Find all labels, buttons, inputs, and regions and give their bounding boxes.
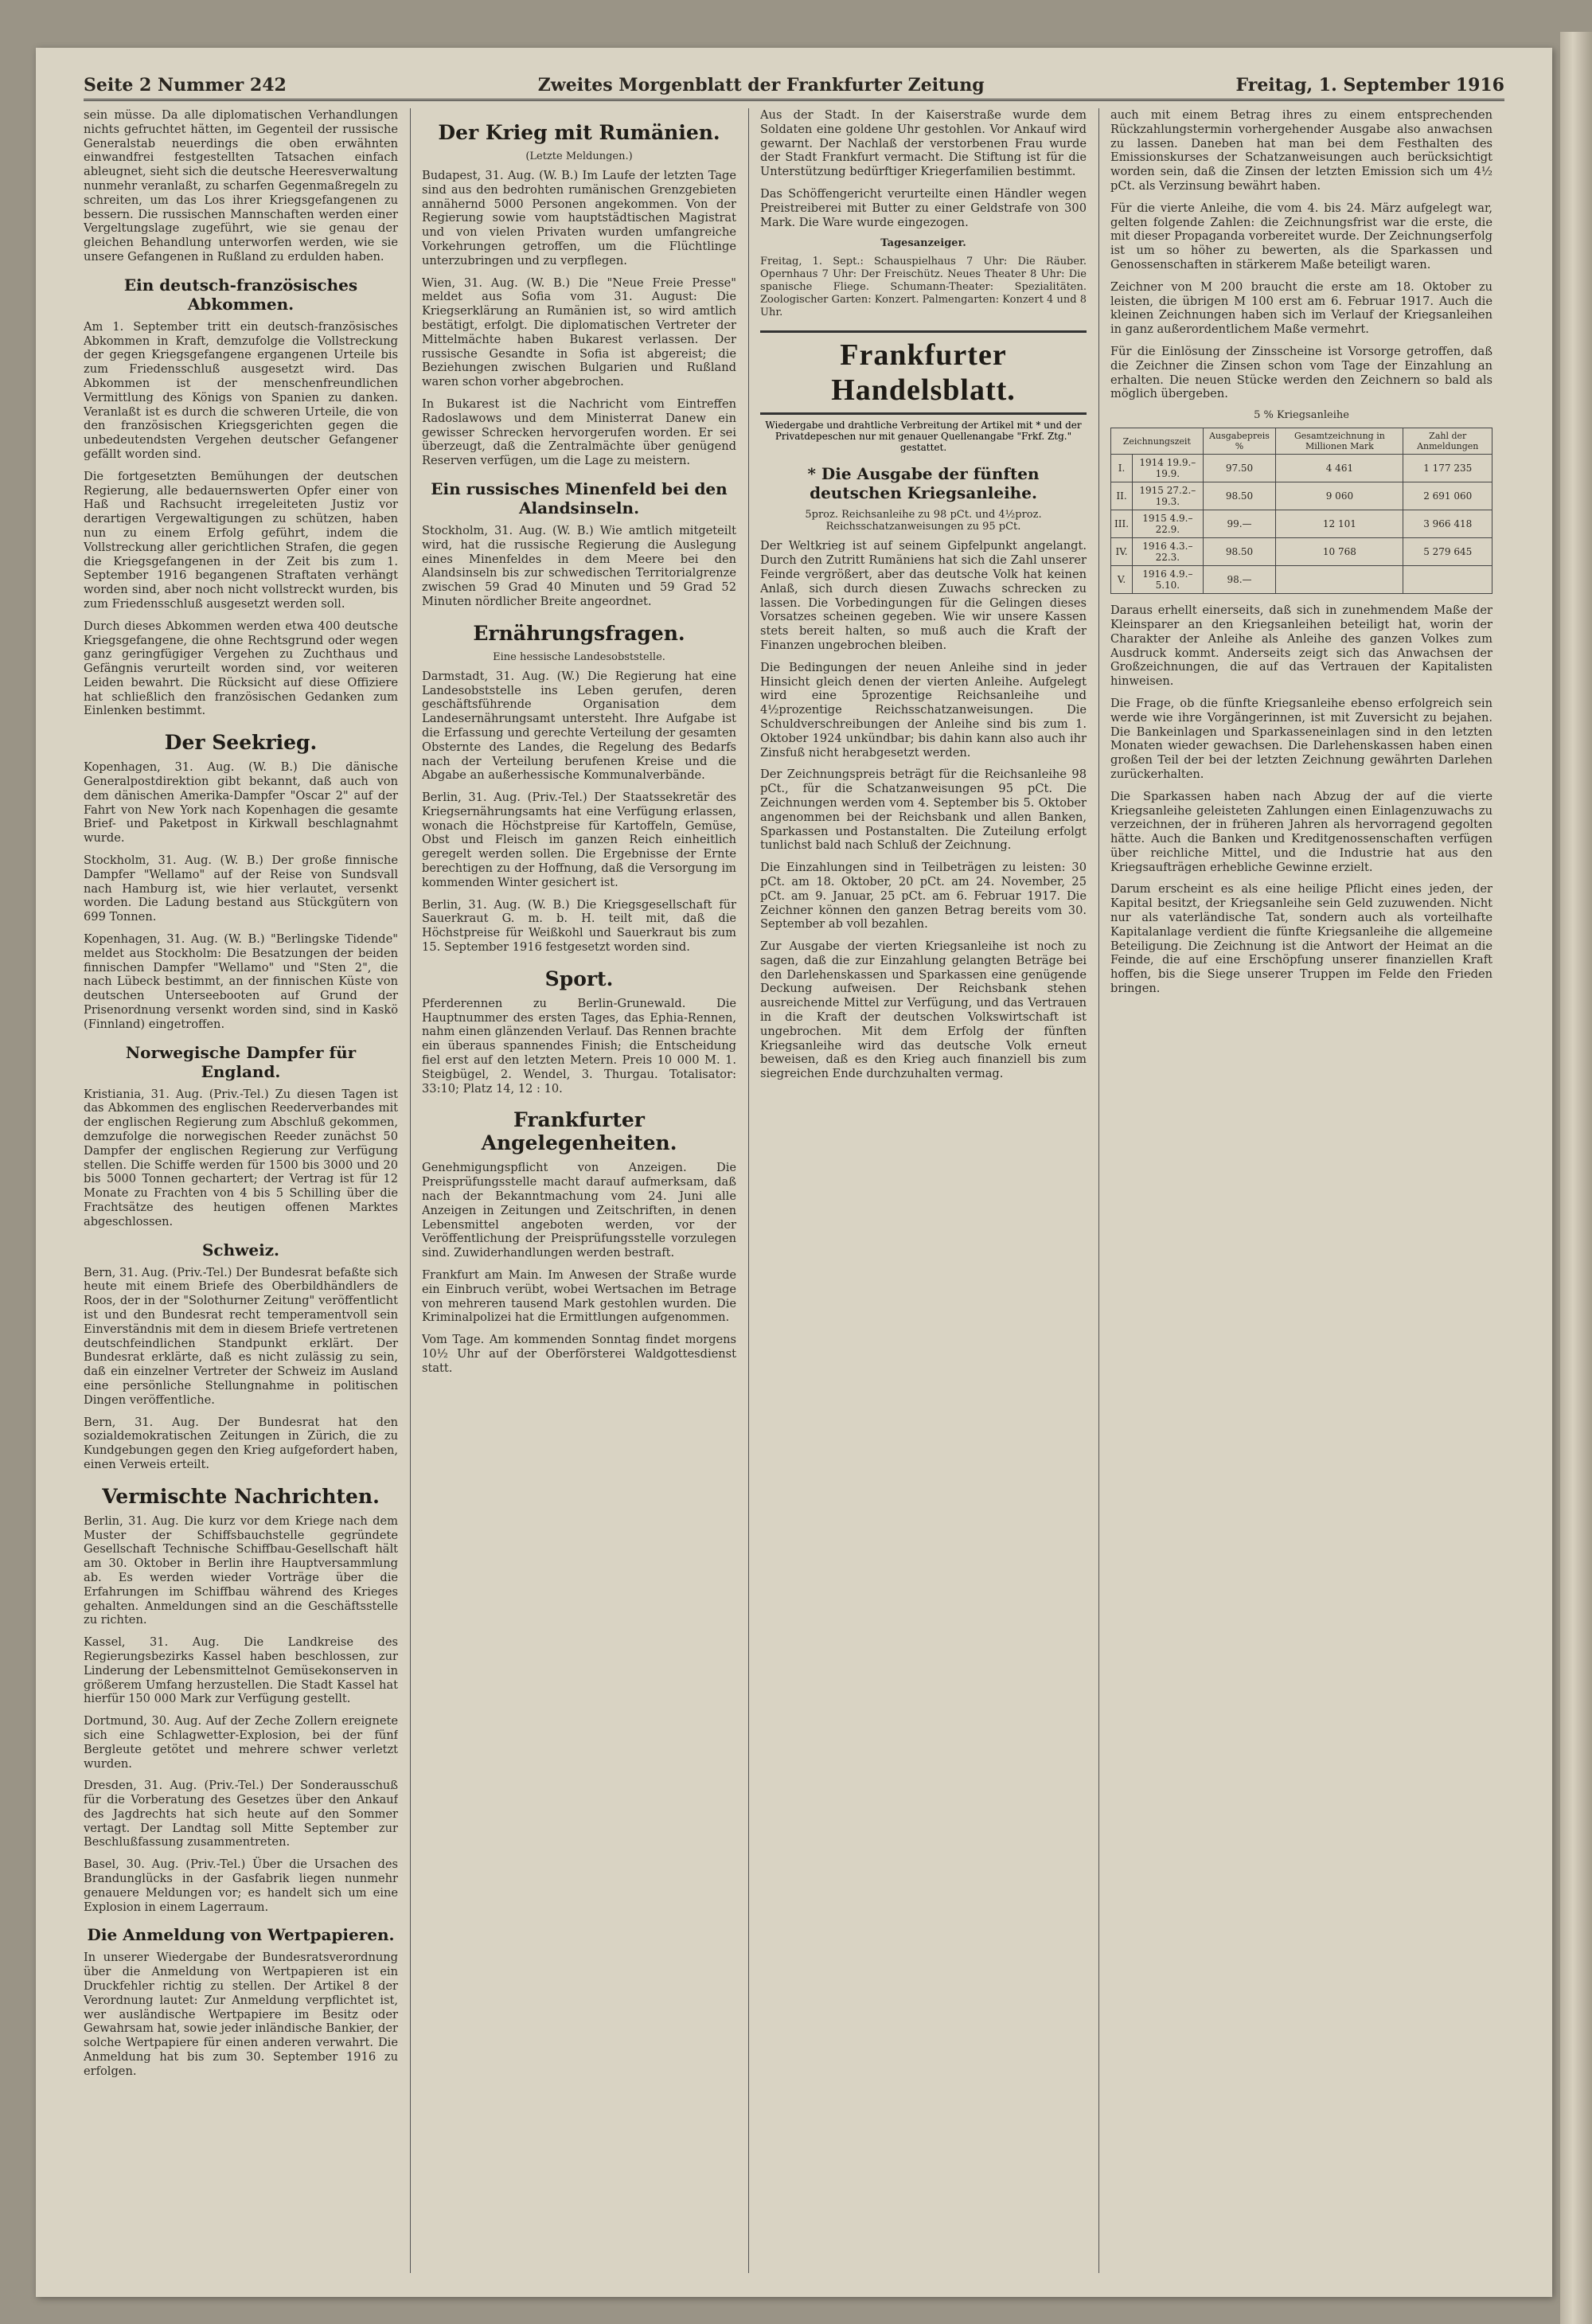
table-cell: 12 101 — [1276, 510, 1403, 538]
article-heading: Der Krieg mit Rumänien. — [438, 121, 720, 144]
article-heading: * Die Ausgabe der fünften deutschen Kriegsanleihe. — [807, 464, 1040, 503]
article-text: auch mit einem Betrag ihres zu einem entsprechenden Rückzahlungstermin vorhergehender Ausgabe also anwachsen zu lassen. Daneben hat man bei dem Festhalten des Emissionskurses der Schatzanweisungen auch berücksichtigt worden sein, daß die Zinsen der letzten Emission sich um 4½ pCt. als Verzinsung bewährt haben. — [1110, 108, 1492, 193]
column-3 — [760, 108, 1087, 2273]
article-text: Stockholm, 31. Aug. (W. B.) Wie amtlich mitgeteilt wird, hat die russische Regierung die Auslegung eines Minenfeldes in dem Meere bei den Alandsinseln bis zur schwedischen Territorialgrenze zwischen 59 Grad 40 Minuten und 59 Grad 52 Minuten nördlicher Breite angeordnet. — [422, 523, 736, 608]
article-heading: Frankfurter Angelegenheiten. — [481, 1108, 677, 1155]
table-cell: 98.50 — [1203, 482, 1276, 510]
article-text: Für die vierte Anleihe, die vom 4. bis 24. März aufgelegt war, gelten folgende Zahlen: die Zeichnungsfrist war die erste, die mit dieser Propaganda vorbereitet wurde. Der Zeichnungserfolg ist um so höher zu bewerten, als die Sparkassen und Genossenschaften in stärkerem Maße beteiligt waren. — [1110, 201, 1492, 271]
page-header — [84, 64, 1504, 101]
article-text: Die fortgesetzten Bemühungen der deutschen Regierung, alle bedauernswerten Opfer einer von Haß und Rachsucht irregeleiteten Justiz vor derartigen Vergewaltigungen zu schützen, haben nun zu einem Erfolg geführt, indem die Vollstreckung aller gerichtlichen Strafen, die gegen die Kriegsgefangenen in der Zeit bis zum 1. September 1916 begangenen Straftaten verhängt worden sind, aber noch nicht vollstreckt wurden, bis zum Friedensschluß ausgesetzt werden soll. — [84, 469, 398, 611]
table-cell — [1403, 566, 1492, 594]
table-cell: 1916 4.9.–5.10. — [1133, 566, 1204, 594]
table-cell: I. — [1111, 455, 1133, 482]
table-row — [1111, 566, 1492, 594]
table-header-cell: Ausgabepreis % — [1203, 428, 1276, 455]
article-text: Dresden, 31. Aug. (Priv.-Tel.) Der Sonderausschuß für die Vorberatung des Gesetzes über den Ankauf des Jagdrechts hat sich heute auf den Sommer vertagt. Der Landtag soll Mitte September zur Beschlußfassung zusammentreten. — [84, 1779, 398, 1849]
article-text: Der Weltkrieg ist auf seinem Gipfelpunkt angelangt. Durch den Zutritt Rumäniens hat sich die Zahl unserer Feinde vergrößert, aber das deutsche Volk hat keinen Anlaß, sich durch diesen Zuwachs schrecken zu lassen. Die Vorbedingungen für die Gelingen dieses Vorsatzes scheinen gegeben. Wie wir unsere Kassen stets bereit halten, so muß auch die Kraft der Finanzen ungebrochen bleiben. — [760, 539, 1087, 652]
column-rule — [1098, 108, 1099, 2273]
article-text: Die Einzahlungen sind in Teilbeträgen zu leisten: 30 pCt. am 18. Oktober, 20 pCt. am 24. November, 25 pCt. am 9. Januar, 25 pCt. am 6. Februar 1917. Die Zeichner können den ganzen Betrag bereits vom 30. September ab voll bezahlen. — [760, 861, 1087, 932]
article-text: Kopenhagen, 31. Aug. (W. B.) "Berlingske Tidende" meldet aus Stockholm: Die Besatzungen der beiden finnischen Dampfer "Wellamo" und "Sten 2", die nach Lübeck bestimmt, an der finnischen Küste von deutschen Unterseebooten auf Grund der Prisenordnung versenkt worden sind, sind in Kaskö (Finnland) eingetroffen. — [84, 932, 398, 1031]
table-cell: 2 691 060 — [1403, 482, 1492, 510]
column-4 — [1110, 108, 1492, 2273]
table-header-row — [1111, 428, 1492, 455]
article-heading: Norwegische Dampfer für England. — [125, 1042, 357, 1081]
article-text: Die Frage, ob die fünfte Kriegsanleihe ebenso erfolgreich sein werde wie ihre Vorgängerinnen, ist mit Zuversicht zu bejahen. Die Bankeinlagen und Sparkasseneinlagen sind in den letzten Monaten wieder gewachsen. Die Darlehenskassen haben einen großen Teil der bei der letzten Zeichnung gewährten Darlehen zurückerhalten. — [1110, 696, 1492, 781]
table-cell: 98.— — [1203, 566, 1276, 594]
article-text: Kassel, 31. Aug. Die Landkreise des Regierungsbezirks Kassel haben beschlossen, zur Linderung der Lebensmittelnot Gemüsekonserven in größerem Umfang herzustellen. Die Stadt Kassel hat hierfür 150 000 Mark zur Verfügung gestellt. — [84, 1635, 398, 1706]
article-text: In unserer Wiedergabe der Bundesratsverordnung über die Anmeldung von Wertpapieren ist ein Druckfehler richtig zu stellen. Der Artikel 8 der Verordnung lautet: Zur Anmeldung verpflichtet ist, wer ausländische Wertpapiere im Besitz oder Gewahrsam hat, sowie jeder inländische Bankier, der solche Wertpapiere für einen anderen verwahrt. Die Anmeldung hat bis zum 30. September 1916 zu erfolgen. — [84, 1951, 398, 2078]
table-cell: 10 768 — [1276, 538, 1403, 566]
article-text: Aus der Stadt. In der Kaiserstraße wurde dem Soldaten eine goldene Uhr gestohlen. Vor Ankauf wird gewarnt. Der Nachlaß der verstorbenen Frau wurde der Stadt Frankfurt vermacht. Die Stiftung ist für die Unterstützung bedürftiger Kriegerfamilien bestimmt. — [760, 108, 1087, 179]
table-cell: 4 461 — [1276, 455, 1403, 482]
table-header-cell: Gesamtzeichnung in Millionen Mark — [1276, 428, 1403, 455]
loan-table — [1110, 428, 1492, 594]
article-heading: Schweiz. — [201, 1240, 280, 1260]
article-text: Der Zeichnungspreis beträgt für die Reichsanleihe 98 pCt., für die Schatzanweisungen 95 pCt. Die Zeichnungen werden vom 4. September bis 5. Oktober angenommen bei der Reichsbank und allen Banken, Sparkassen und Postanstalten. Die Zuteilung erfolgt tunlichst bald nach Schluß der Zeichnung. — [760, 768, 1087, 853]
article-text: Frankfurt am Main. Im Anwesen der Straße wurde ein Einbruch verübt, wobei Wertsachen im Betrage von mehreren tausend Mark gestohlen wurden. Die Kriminalpolizei hat die Ermittlungen aufgenommen. — [422, 1268, 736, 1325]
table-cell: 97.50 — [1203, 455, 1276, 482]
newspaper-page — [36, 48, 1552, 2297]
table-header-cell: Zahl der Anmeldungen — [1403, 428, 1492, 455]
article-text: Zur Ausgabe der vierten Kriegsanleihe ist noch zu sagen, daß die zur Einzahlung gelangten Beträge bei den Darlehenskassen und Sparkassen eine genügende Deckung aufweisen. Der Reichsbank stehen ausreichende Mittel zur Verfügung, und das Vertrauen in die Kraft der deutschen Volkswirtschaft ist ungebrochen. Mit dem Erfolg der fünften Kriegsanleihe wird das deutsche Volk erneut beweisen, daß es den Krieg auch finanziell bis zum siegreichen Ende durchzuhalten vermag. — [760, 939, 1087, 1081]
table-cell: II. — [1111, 482, 1133, 510]
article-text: Berlin, 31. Aug. Die kurz vor dem Kriege nach dem Muster der Schiffsbauchstelle gegründete Gesellschaft Technische Schiffbau-Gesellschaft hält am 30. Oktober in Berlin ihre Hauptversammlung ab. Es werden wieder Vorträge über die Erfahrungen im Schiffbau während des Krieges gehalten. Anmeldungen sind an die Geschäftsstelle zu richten. — [84, 1514, 398, 1627]
article-heading: Ein deutsch-französisches Abkommen. — [123, 275, 358, 314]
table-cell: V. — [1111, 566, 1133, 594]
table-cell: 1916 4.3.–22.3. — [1133, 538, 1204, 566]
table-row — [1111, 510, 1492, 538]
article-text: Durch dieses Abkommen werden etwa 400 deutsche Kriegsgefangene, die ohne Rechtsgrund oder wegen ganz geringfügiger Vergehen zu Zuchthaus und Gefängnis verurteilt worden sind, vor weiteren Leiden bewahrt. Die Rücksicht auf diese Offiziere hat schließlich den französischen Gedanken zum Einlenken bestimmt. — [84, 619, 398, 718]
article-text: Die Bedingungen der neuen Anleihe sind in jeder Hinsicht gleich denen der vierten Anleihe. Aufgelegt wird eine 5prozentige Reichsanleihe und 4½prozentige Reichsschatzanweisungen. Die Schuldverschreibungen der Anleihe sind bis zum 1. Oktober 1924 unkündbar; bis dahin kann also auch ihr Zinsfuß nicht herabgesetzt werden. — [760, 660, 1087, 760]
article-text: Am 1. September tritt ein deutsch-französisches Abkommen in Kraft, demzufolge die Vollstreckung der gegen Kriegsgefangene ergangenen Urteile bis zum Friedensschluß ausgesetzt wird. Das Abkommen ist der menschenfreundlichen Vermittlung des Königs von Spanien zu danken. Veranlaßt ist es durch die schweren Urteile, die von den französischen Kriegsgerichten gegen die unbedeutendsten Vergehen deutscher Gefangener gefällt worden sind. — [84, 319, 398, 461]
listing-text: Freitag, 1. Sept.: Schauspielhaus 7 Uhr: Die Räuber. Opernhaus 7 Uhr: Der Freischütz. Neues Theater 8 Uhr: Die spanische Fliege. Schumann-Theater: Spezialitäten. Zoologischer Garten: Konzert. Palmengarten: Konzert 4 und 8 Uhr. — [760, 256, 1087, 319]
article-text: Genehmigungspflicht von Anzeigen. Die Preisprüfungsstelle macht darauf aufmerksam, daß nach der Bekanntmachung vom 24. Juni alle Anzeigen in Zeitungen und Zeitschriften, in denen Lebensmittel angeboten werden, vor der Veröffentlichung der Preisprüfungsstelle vorzulegen sind. Zuwiderhandlungen werden bestraft. — [422, 1161, 736, 1260]
article-text: Stockholm, 31. Aug. (W. B.) Der große finnische Dampfer "Wellamo" auf der Reise von Sundsvall nach Hamburg ist, wie hier verlautet, versenkt worden. Die Ladung bestand aus Stückgütern von 699 Tonnen. — [84, 853, 398, 924]
table-cell: 1915 4.9.–22.9. — [1133, 510, 1204, 538]
table-cell: IV. — [1111, 538, 1133, 566]
article-subheading: (Letzte Meldungen.) — [525, 150, 633, 162]
column-2 — [422, 108, 736, 2273]
column-rule — [748, 108, 749, 2273]
article-text: Daraus erhellt einerseits, daß sich in zunehmendem Maße der Kleinsparer an den Kriegsanleihen beteiligt hat, worin der Charakter der Anleihe als Anleihe des ganzen Volkes zum Ausdruck kommt. Anderseits zeigt sich das Anwachsen der Großzeichnungen, die auf das Vertrauen der Kapitalisten hinweisen. — [1110, 603, 1492, 689]
article-text: Darmstadt, 31. Aug. (W.) Die Regierung hat eine Landesobststelle ins Leben gerufen, deren geschäftsführende Organisation dem Landesernährungsamt untersteht. Ihre Aufgabe ist die Erfassung und gerechte Verteilung der gesamten Obsternte des Landes, die Regelung des Bedarfs nach der Verteilung berufenen Kreise und die Abgabe an außerhessische Kommunalverbände. — [422, 669, 736, 783]
table-row — [1111, 538, 1492, 566]
article-text: Budapest, 31. Aug. (W. B.) Im Laufe der letzten Tage sind aus den bedrohten rumänischen Grenzgebieten annähernd 5000 Personen angekommen. Von der Regierung sowie vom hauptstädtischen Magistrat und von vielen Privaten wurden umfangreiche Vorkehrungen getroffen, um die Flüchtlinge unterzubringen und zu verpflegen. — [422, 169, 736, 268]
article-heading: Ein russisches Minenfeld bei den Alandsinseln. — [431, 478, 728, 518]
paper-title: Zweites Morgenblatt der Frankfurter Zeitung — [537, 75, 985, 96]
article-text: Basel, 30. Aug. (Priv.-Tel.) Über die Ursachen des Brandunglücks in der Gasfabrik liegen nunmehr genauere Meldungen vor; es handelt sich um eine Explosion in einem Lagerraum. — [84, 1857, 398, 1914]
article-text: Darum erscheint es als eine heilige Pflicht eines jeden, der Kapital besitzt, der Kriegsanleihe sein Geld zuzuwenden. Nicht nur als vaterländische Tat, sondern auch als vorteilhafte Kapitalanlage verdient die fünfte Kriegsanleihe die allgemeine Beteiligung. Die Zeichnung ist die Antwort der Heimat an die Feinde, die auf eine Erschöpfung unserer finanziellen Kraft hoffen, bis die Siege unserer Truppen im Felde den Frieden bringen. — [1110, 882, 1492, 996]
article-text: Berlin, 31. Aug. (W. B.) Die Kriegsgesellschaft für Sauerkraut G. m. b. H. teilt mit, daß die Höchstpreise für Weißkohl und Sauerkraut bis zum 15. September 1916 festgesetzt worden sind. — [422, 897, 736, 955]
table-cell: 1 177 235 — [1403, 455, 1492, 482]
article-heading: Die Anmeldung von Wertpapieren. — [87, 1925, 395, 1945]
table-header-cell: Zeichnungszeit — [1111, 428, 1204, 455]
table-cell: III. — [1111, 510, 1133, 538]
page-number-label: Seite 2 Nummer 242 — [84, 75, 287, 96]
table-cell: 3 966 418 — [1403, 510, 1492, 538]
book-spine — [1560, 32, 1592, 2324]
table-cell: 1915 27.2.–19.3. — [1133, 482, 1204, 510]
article-heading: Der Seekrieg. — [164, 731, 318, 755]
table-row — [1111, 455, 1492, 482]
article-text: Das Schöffengericht verurteilte einen Händler wegen Preistreiberei mit Butter zu einer Geldstrafe von 300 Mark. Die Ware wurde eingezogen. — [760, 186, 1087, 229]
article-text: Bern, 31. Aug. (Priv.-Tel.) Der Bundesrat befaßte sich heute mit einem Briefe des Oberbildhändlers de Roos, der in der "Solothurner Zeitung" veröffentlicht ist und den Bundesrat recht temperamentvoll sein Einverständnis mit dem in diesem Briefe vertretenen deutschfeindlichen Standpunkt erklärt. Der Bundesrat erklärte, daß es nicht zulässig zu sein, daß ein einzelner Vertreter der Schweiz im Ausland eine persönliche Stellungnahme in politischen Dingen veröffentliche. — [84, 1265, 398, 1407]
masthead-note: Wiedergabe und drahtliche Verbreitung der Artikel mit * und der Privatdepeschen nur mit genauer Quellenangabe "Frkf. Ztg." gestattet. — [765, 420, 1082, 454]
table-cell: 9 060 — [1276, 482, 1403, 510]
article-text: Zeichner von M 200 braucht die erste am 18. Oktober zu leisten, die übrigen M 100 erst am 6. Februar 1917. Auch die kleinen Zeichnungen haben sich im Verlauf der Kriegsanleihen in ganz außerordentlichem Maße vermehrt. — [1110, 279, 1492, 337]
article-text: Berlin, 31. Aug. (Priv.-Tel.) Der Staatssekretär des Kriegsernährungsamts hat eine Verfügung erlassen, wonach die Höchstpreise für Kartoffeln, Gemüse, Obst und Fleisch im ganzen Reich einheitlich geregelt werden sollen. Die Ergebnisse der Ernte berechtigen zu der Hoffnung, daß die Versorgung im kommenden Winter gesichert ist. — [422, 791, 736, 889]
article-text: Bern, 31. Aug. Der Bundesrat hat den sozialdemokratischen Zeitungen in Zürich, die zu Kundgebungen gegen den Krieg aufgefordert haben, einen Verweis erteilt. — [84, 1415, 398, 1471]
article-heading: Vermischte Nachrichten. — [102, 1484, 380, 1508]
column-rule — [410, 108, 411, 2273]
article-text: Für die Einlösung der Zinsscheine ist Vorsorge getroffen, daß die Zeichner die Zinsen schon vom Tage der Einzahlung an erhalten. Die neuen Stücke werden den Zeichnern so bald als möglich übergeben. — [1110, 344, 1492, 401]
article-text: Die Sparkassen haben nach Abzug der auf die vierte Kriegsanleihe geleisteten Zahlungen einen Einlagenzuwachs zu verzeichnen, der in früheren Jahren als hervorragend gegolten hätte. Auch die Banken und Kreditgenossenschaften verfügen über reichliche Mittel, und die Industrie hat aus den Kriegsaufträgen erhebliche Gewinne erzielt. — [1110, 789, 1492, 874]
column-1 — [84, 108, 398, 2273]
article-subheading: 5proz. Reichsanleihe zu 98 pCt. und 4½proz. Reichsschatzanweisungen zu 95 pCt. — [805, 509, 1042, 533]
section-masthead: Frankfurter Handelsblatt. — [760, 330, 1087, 415]
table-cell — [1276, 566, 1403, 594]
article-text: Dortmund, 30. Aug. Auf der Zeche Zollern ereignete sich eine Schlagwetter-Explosion, bei der fünf Bergleute getötet und mehrere schwer verletzt wurden. — [84, 1714, 398, 1771]
article-text: In Bukarest ist die Nachricht vom Eintreffen Radoslawows und dem Ministerrat Danew ein gewisser Schrecken hervorgerufen worden. Er sei überzeugt, daß die Zentralmächte über genügend Reserven verfügen, um die Lage zu meistern. — [422, 396, 736, 468]
article-text: Kopenhagen, 31. Aug. (W. B.) Die dänische Generalpostdirektion gibt bekannt, daß auch von dem dänischen Amerika-Dampfer "Oscar 2" auf der Fahrt von New York nach Kopenhagen die gesamte Brief- und Paketpost in Kirkwall beschlagnahmt wurde. — [84, 760, 398, 846]
table-cell: 98.50 — [1203, 538, 1276, 566]
article-text: Kristiania, 31. Aug. (Priv.-Tel.) Zu diesen Tagen ist das Abkommen des englischen Reederverbandes mit der englischen Regierung zum Abschluß gekommen, demzufolge die norwegischen Reeder zunächst 50 Dampfer der englischen Regierung zur Verfügung stellen. Die Schiffe werden für 1500 bis 3000 und 20 bis 5000 Tonnen gechartert; der Vertrag ist für 12 Monate zu Frachten von 4 bis 5 Schilling über die Frachtsätze des heutigen offenen Marktes abgeschlossen. — [84, 1087, 398, 1228]
table-cell: 5 279 645 — [1403, 538, 1492, 566]
article-heading: Sport. — [544, 967, 614, 990]
article-text: Wien, 31. Aug. (W. B.) Die "Neue Freie Presse" meldet aus Sofia vom 31. August: Die Kriegserklärung an Rumänien ist, so wird amtlich bestätigt, erfolgt. Die diplomatischen Vertreter der Mittelmächte haben Bukarest verlassen. Der russische Gesandte in Sofia ist abgereist; die Beziehungen zwischen Bulgarien und Rußland waren schon vorher abgebrochen. — [422, 275, 736, 389]
article-text: Pferderennen zu Berlin-Grunewald. Die Hauptnummer des ersten Tages, das Ephia-Rennen, nahm einen glänzenden Verlauf. Das Rennen brachte ein überaus spannendes Finish; die Entscheidung fiel erst auf den letzten Metern. Preis 10 000 M. 1. Steigbügel, 2. Wendel, 3. Thurgau. Totalisator: 33:10; Platz 14, 12 : 10. — [422, 996, 736, 1096]
article-text: Vom Tage. Am kommenden Sonntag findet morgens 10½ Uhr auf der Oberförsterei Waldgottesdienst statt. — [422, 1333, 736, 1375]
listing-heading: Tagesanzeiger. — [880, 237, 966, 250]
table-cell: 1914 19.9.–19.9. — [1133, 455, 1204, 482]
issue-date: Freitag, 1. September 1916 — [1235, 75, 1504, 96]
article-text: sein müsse. Da alle diplomatischen Verhandlungen nichts gefruchtet hätten, im Gegenteil der russische Generalstab neuerdings die oben erwähnten einwandfrei festgestellten Tatsachen einfach ableugnet, sieht sich die deutsche Heeresverwaltung nunmehr veranlaßt, zu scharfen Gegenmaßregeln zu schreiten, um das Los ihrer Kriegsgefangenen zu bessern. Die russischen Mannschaften werden einer Vergeltungslage zugeführt, wie sie genau der gleichen Behandlung unterworfen werden, wie sie unsere Gefangenen in Rußland zu erdulden haben. — [84, 108, 398, 264]
table-title: 5 % Kriegsanleihe — [1254, 409, 1349, 422]
table-cell: 99.— — [1203, 510, 1276, 538]
table-row — [1111, 482, 1492, 510]
article-heading: Ernährungsfragen. — [473, 621, 685, 645]
article-subheading: Eine hessische Landesobststelle. — [493, 650, 665, 663]
